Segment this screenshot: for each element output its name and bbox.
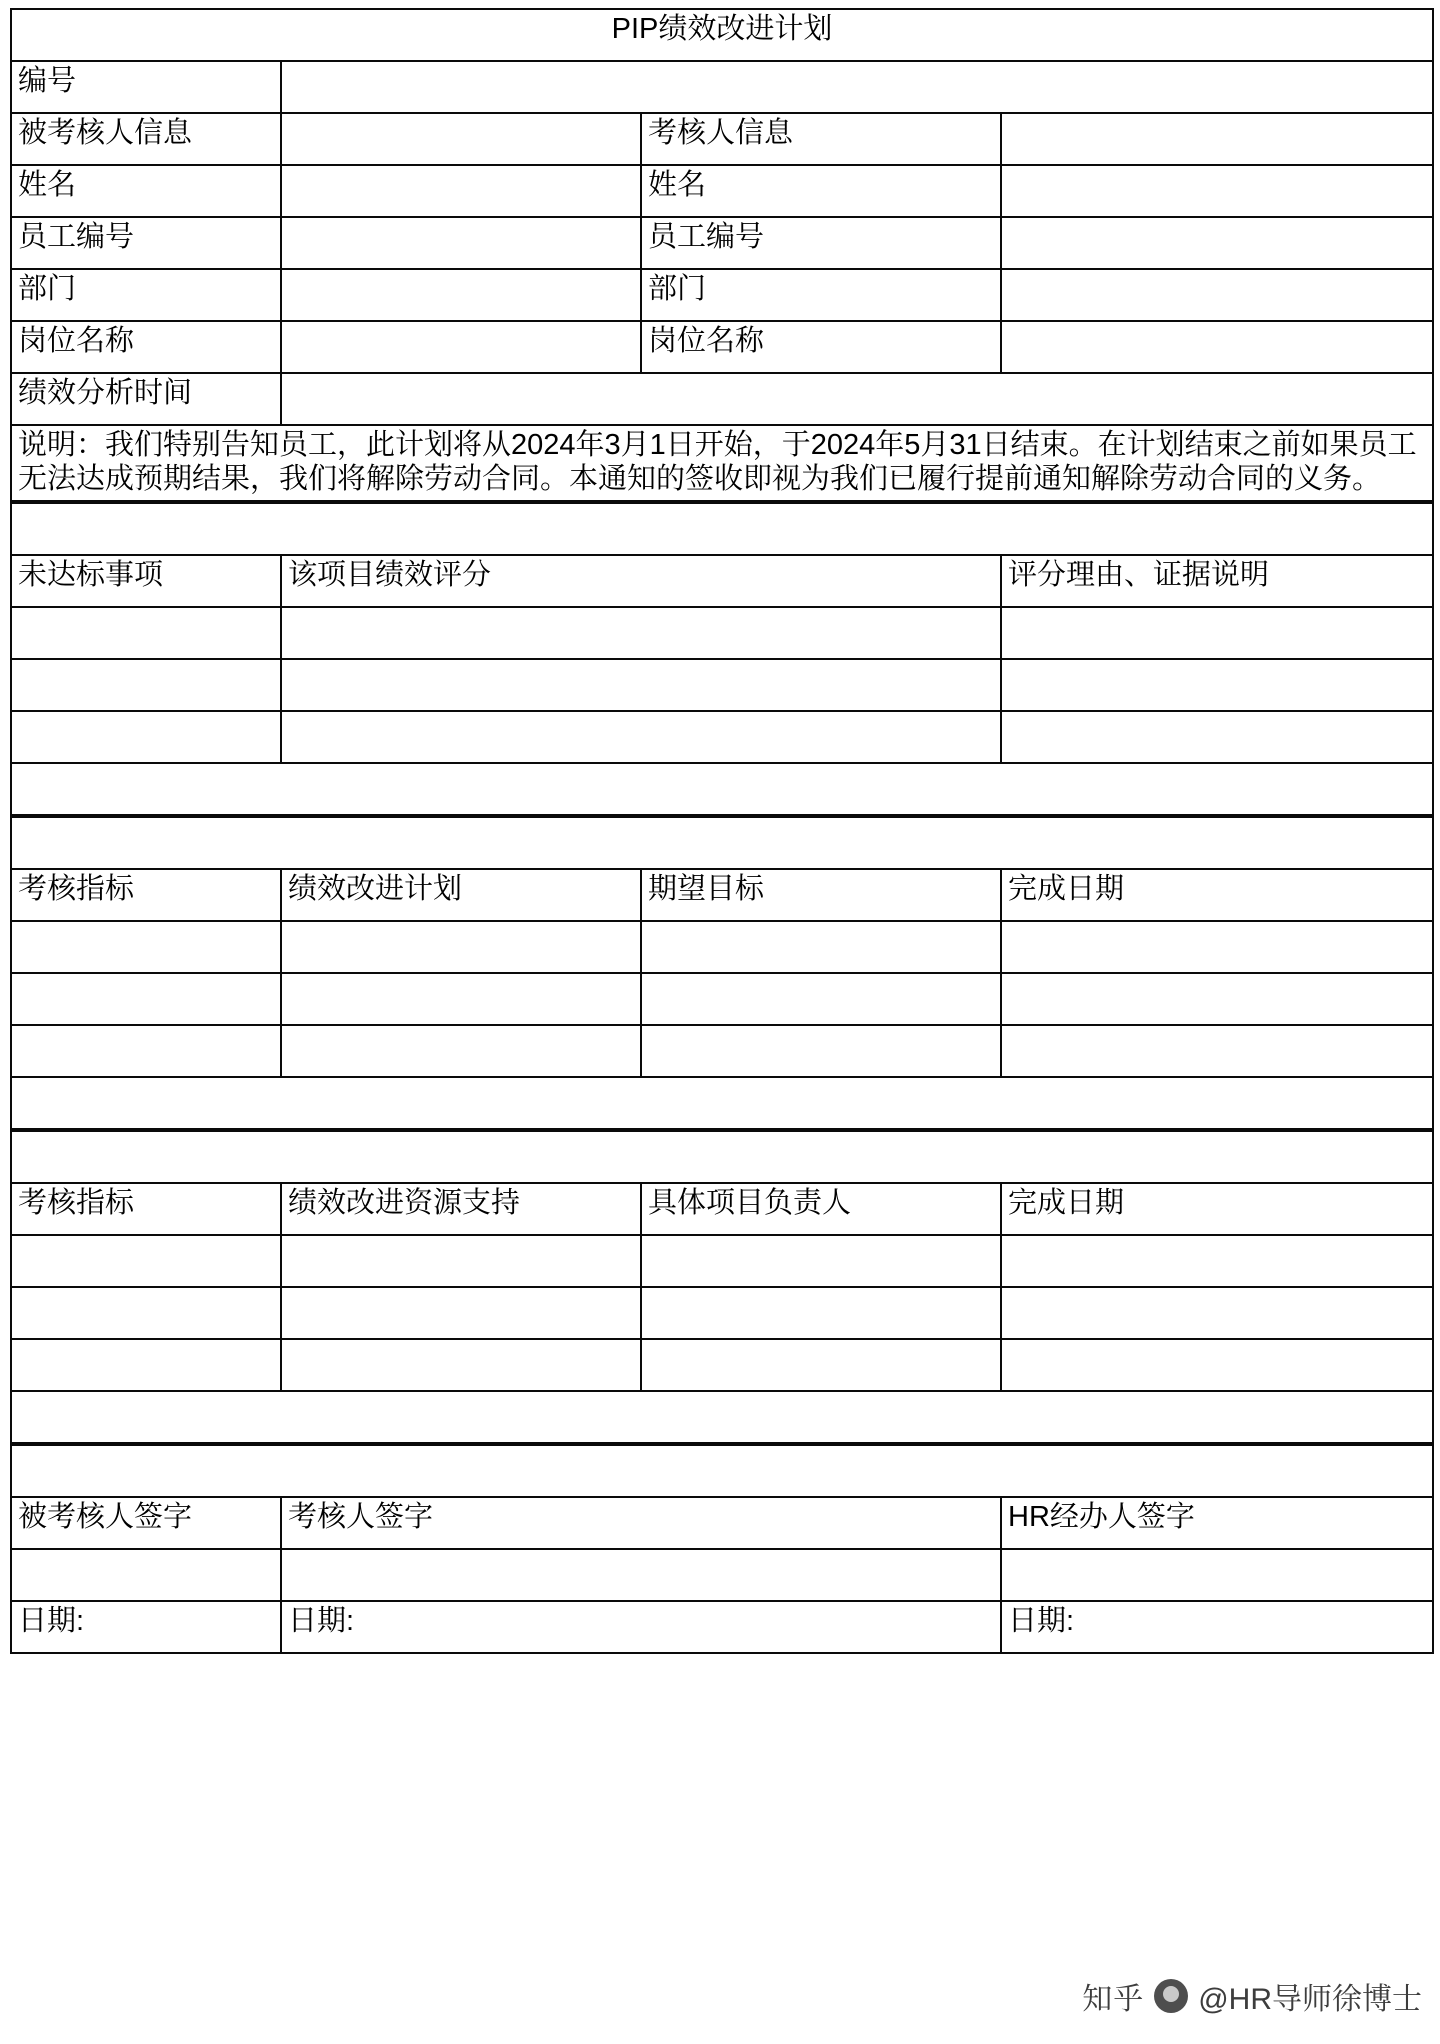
gaps-item-3[interactable]	[11, 711, 281, 763]
reviewer-position-label: 岗位名称	[641, 321, 1001, 373]
title-row	[11, 9, 1433, 61]
gaps-col-score: 该项目绩效评分	[281, 555, 1001, 607]
plan-plan-1[interactable]	[281, 921, 641, 973]
table-row	[11, 1025, 1433, 1077]
subject-date-label[interactable]: 日期:	[11, 1601, 281, 1653]
subject-info-header: 被考核人信息	[11, 113, 281, 165]
subject-signature-label: 被考核人签字	[11, 1497, 281, 1549]
reviewer-info-header-value[interactable]	[1001, 113, 1433, 165]
hr-date-label[interactable]: 日期:	[1001, 1601, 1433, 1653]
support-col-due: 完成日期	[1001, 1183, 1433, 1235]
subject-info-header-value[interactable]	[281, 113, 641, 165]
reviewer-department-value[interactable]	[1001, 269, 1433, 321]
gaps-header-row	[11, 555, 1433, 607]
plan-col-plan: 绩效改进计划	[281, 869, 641, 921]
table-row	[11, 973, 1433, 1025]
reviewer-signature-label: 考核人签字	[281, 1497, 1001, 1549]
watermark	[1082, 1974, 1422, 2018]
id-value[interactable]	[281, 61, 1433, 113]
table-row	[11, 1339, 1433, 1391]
notice-text: 说明：我们特别告知员工，此计划将从2024年3月1日开始，于2024年5月31日结束。在计划结束之前如果员工无法达成预期结果，我们将解除劳动合同。本通知的签收即视为我们已履行提前通知解除劳动合同的义务。	[11, 425, 1433, 501]
id-row	[11, 61, 1433, 113]
hr-signature-box[interactable]	[1001, 1549, 1433, 1601]
plan-col-target: 期望目标	[641, 869, 1001, 921]
support-indicator-3[interactable]	[11, 1339, 281, 1391]
table-row	[11, 659, 1433, 711]
plan-indicator-1[interactable]	[11, 921, 281, 973]
support-col-indicator: 考核指标	[11, 1183, 281, 1235]
plan-due-2[interactable]	[1001, 973, 1433, 1025]
support-due-2[interactable]	[1001, 1287, 1433, 1339]
id-label: 编号	[11, 61, 281, 113]
avatar	[1154, 1979, 1188, 2013]
plan-header-row	[11, 869, 1433, 921]
gaps-score-1[interactable]	[281, 607, 1001, 659]
table-row	[11, 921, 1433, 973]
analysis-period-label: 绩效分析时间	[11, 373, 281, 425]
reviewer-employee-id-label: 员工编号	[641, 217, 1001, 269]
section-spacer	[11, 1391, 1433, 1443]
plan-plan-2[interactable]	[281, 973, 641, 1025]
gaps-reason-3[interactable]	[1001, 711, 1433, 763]
plan-indicator-2[interactable]	[11, 973, 281, 1025]
section-spacer	[11, 1077, 1433, 1129]
signature-label-row	[11, 1497, 1433, 1549]
reviewer-signature-box[interactable]	[281, 1549, 1001, 1601]
support-owner-3[interactable]	[641, 1339, 1001, 1391]
analysis-period-row	[11, 373, 1433, 425]
gaps-item-2[interactable]	[11, 659, 281, 711]
name-row	[11, 165, 1433, 217]
spacer-cell	[11, 763, 1433, 815]
gaps-reason-1[interactable]	[1001, 607, 1433, 659]
support-col-resource: 绩效改进资源支持	[281, 1183, 641, 1235]
support-due-1[interactable]	[1001, 1235, 1433, 1287]
subject-department-value[interactable]	[281, 269, 641, 321]
signature-box-row	[11, 1549, 1433, 1601]
plan-due-1[interactable]	[1001, 921, 1433, 973]
support-col-owner: 具体项目负责人	[641, 1183, 1001, 1235]
support-resource-3[interactable]	[281, 1339, 641, 1391]
plan-section-title: 被考核人绩效改进计划（由被考核人与考核人协商一致）	[11, 817, 1433, 869]
plan-target-2[interactable]	[641, 973, 1001, 1025]
reviewer-date-label[interactable]: 日期:	[281, 1601, 1001, 1653]
reviewer-employee-id-value[interactable]	[1001, 217, 1433, 269]
table-row	[11, 1235, 1433, 1287]
hr-signature-label: HR经办人签字	[1001, 1497, 1433, 1549]
gaps-item-1[interactable]	[11, 607, 281, 659]
table-row	[11, 607, 1433, 659]
gaps-section-banner-row	[11, 503, 1433, 555]
signature-date-row	[11, 1601, 1433, 1653]
subject-employee-id-label: 员工编号	[11, 217, 281, 269]
gaps-col-reason: 评分理由、证据说明	[1001, 555, 1433, 607]
support-owner-2[interactable]	[641, 1287, 1001, 1339]
plan-plan-3[interactable]	[281, 1025, 641, 1077]
section-spacer	[11, 763, 1433, 815]
plan-indicator-3[interactable]	[11, 1025, 281, 1077]
position-row	[11, 321, 1433, 373]
gaps-table	[10, 502, 1434, 816]
reviewer-name-value[interactable]	[1001, 165, 1433, 217]
party-header-row	[11, 113, 1433, 165]
support-resource-2[interactable]	[281, 1287, 641, 1339]
gaps-section-title: 被考核人绩效未达标事项（考核人填写）	[11, 503, 1433, 555]
gaps-score-2[interactable]	[281, 659, 1001, 711]
subject-department-label: 部门	[11, 269, 281, 321]
signature-table	[10, 1444, 1434, 1654]
spacer-cell	[11, 1391, 1433, 1443]
table-row	[11, 711, 1433, 763]
reviewer-name-label: 姓名	[641, 165, 1001, 217]
support-indicator-1[interactable]	[11, 1235, 281, 1287]
subject-employee-id-value[interactable]	[281, 217, 641, 269]
support-resource-1[interactable]	[281, 1235, 641, 1287]
support-section-banner-row	[11, 1131, 1433, 1183]
improvement-support-table	[10, 1130, 1434, 1444]
reviewer-position-value[interactable]	[1001, 321, 1433, 373]
improvement-plan-table	[10, 816, 1434, 1130]
watermark-handle: @HR导师徐博士	[1198, 1983, 1422, 2016]
spacer-cell	[11, 1077, 1433, 1129]
subject-position-value[interactable]	[281, 321, 641, 373]
plan-due-3[interactable]	[1001, 1025, 1433, 1077]
support-owner-1[interactable]	[641, 1235, 1001, 1287]
analysis-period-value[interactable]	[281, 373, 1433, 425]
gaps-score-3[interactable]	[281, 711, 1001, 763]
plan-target-1[interactable]	[641, 921, 1001, 973]
signature-section-banner-row	[11, 1445, 1433, 1497]
department-row	[11, 269, 1433, 321]
employee-id-row	[11, 217, 1433, 269]
zhihu-logo-text: 知乎	[1082, 1983, 1145, 2016]
reviewer-info-header: 考核人信息	[641, 113, 1001, 165]
support-due-3[interactable]	[1001, 1339, 1433, 1391]
gaps-col-item: 未达标事项	[11, 555, 281, 607]
subject-signature-box[interactable]	[11, 1549, 281, 1601]
subject-name-value[interactable]	[281, 165, 641, 217]
pip-form-table	[10, 8, 1434, 502]
subject-name-label: 姓名	[11, 165, 281, 217]
plan-col-due: 完成日期	[1001, 869, 1433, 921]
support-section-title: 绩效改进支持（考核人填写）	[11, 1131, 1433, 1183]
signature-section-title: 签字及备案	[11, 1445, 1433, 1497]
plan-target-3[interactable]	[641, 1025, 1001, 1077]
gaps-reason-2[interactable]	[1001, 659, 1433, 711]
support-indicator-2[interactable]	[11, 1287, 281, 1339]
subject-position-label: 岗位名称	[11, 321, 281, 373]
reviewer-department-label: 部门	[641, 269, 1001, 321]
table-row	[11, 1287, 1433, 1339]
page-title: PIP绩效改进计划	[11, 9, 1433, 61]
plan-col-indicator: 考核指标	[11, 869, 281, 921]
notice-row	[11, 425, 1433, 501]
support-header-row	[11, 1183, 1433, 1235]
plan-section-banner-row	[11, 817, 1433, 869]
